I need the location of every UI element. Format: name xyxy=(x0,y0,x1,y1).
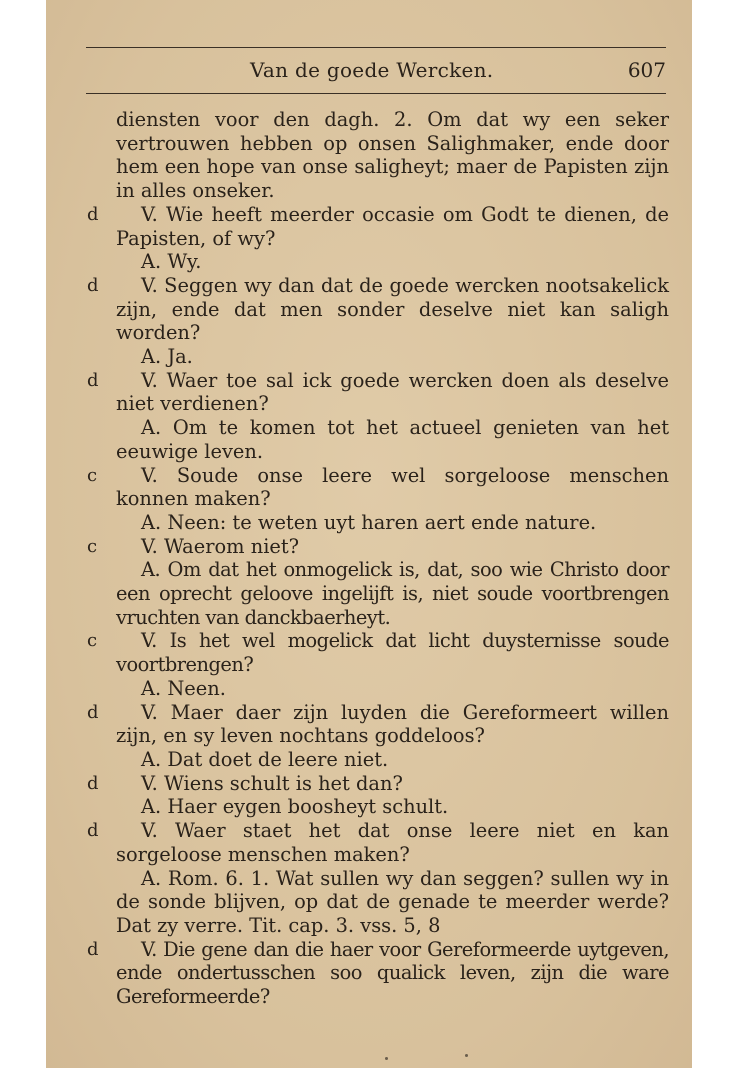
answer-paragraph: A. Om te komen tot het actueel genieten van het eeuwige leven. xyxy=(116,416,669,463)
answer-paragraph: A. Wy. xyxy=(141,250,202,274)
answer-paragraph: A. Neen: te weten uyt haren aert ende nature. xyxy=(141,510,597,534)
margin-mark: d xyxy=(87,274,99,296)
paper-speck xyxy=(385,1057,388,1060)
margin-mark: d xyxy=(87,369,99,391)
answer-paragraph: A. Om dat het onmogelick is, dat, soo wie Christo door een oprecht geloove ingelijft is, niet soude voortbrengen vruchten van danckbaerheyt. xyxy=(116,558,669,629)
header-rule-top xyxy=(86,47,666,48)
body-text xyxy=(87,108,669,1009)
answer-paragraph: A. Neen. xyxy=(141,676,226,700)
margin-mark: d xyxy=(87,938,99,960)
page-number: 607 xyxy=(627,58,666,82)
header-rule-bottom xyxy=(86,93,666,94)
margin-mark: c xyxy=(87,464,98,486)
question-paragraph: d V. Waer toe sal ick goede wercken doen als deselve niet verdienen? xyxy=(87,368,669,416)
margin-mark: d xyxy=(87,701,99,723)
paragraph-continuation: diensten voor den dagh. 2. Om dat wy een seker vertrouwen hebben op onsen Salighmaker, ende door hem een hope van onse saligheyt; maer de Papisten zijn in alles onseker. xyxy=(116,108,669,203)
question-paragraph: c V. Soude onse leere wel sorgeloose menschen konnen maken? xyxy=(87,463,669,511)
question-paragraph: d V. Wie heeft meerder occasie om Godt te dienen, de Papisten, of wy? xyxy=(87,202,669,250)
margin-mark: d xyxy=(87,203,99,225)
margin-mark: d xyxy=(87,820,99,842)
question-paragraph: c V. Waerom niet? xyxy=(87,534,300,558)
margin-mark: c xyxy=(87,630,97,652)
question-paragraph: d V. Maer daer zijn luyden die Gereformeert willen zijn, en sy leven nochtans goddeloos? xyxy=(87,700,669,748)
answer-paragraph: A. Ja. xyxy=(141,345,193,369)
question-paragraph: d V. Die gene dan die haer voor Gereformeerde uytgeven, ende ondertusschen soo qualick leven, zijn die ware Gereformeerde? xyxy=(87,937,669,1009)
question-paragraph: d V. Seggen wy dan dat de goede wercken nootsakelick zijn, ende dat men sonder deselve niet kan saligh worden? xyxy=(87,273,669,345)
question-paragraph: c V. Is het wel mogelick dat licht duysternisse soude voortbrengen? xyxy=(87,629,669,677)
paper-speck xyxy=(465,1054,468,1057)
answer-paragraph: A. Rom. 6. 1. Wat sullen wy dan seggen? sullen wy in de sonde blijven, op dat de genade te meerder werde? Dat zy verre. Tit. cap. 3. vss. 5, 8 xyxy=(116,866,669,937)
question-paragraph: d V. Wiens schult is het dan? xyxy=(87,771,403,795)
margin-mark: d xyxy=(87,772,99,794)
margin-mark: c xyxy=(87,535,98,557)
answer-paragraph: A. Dat doet de leere niet. xyxy=(141,747,389,771)
running-title: Van de goede Wercken. xyxy=(250,58,494,82)
question-paragraph: d V. Waer staet het dat onse leere niet en kan sorgeloose menschen maken? xyxy=(87,819,669,866)
answer-paragraph: A. Haer eygen boosheyt schult. xyxy=(141,795,449,819)
